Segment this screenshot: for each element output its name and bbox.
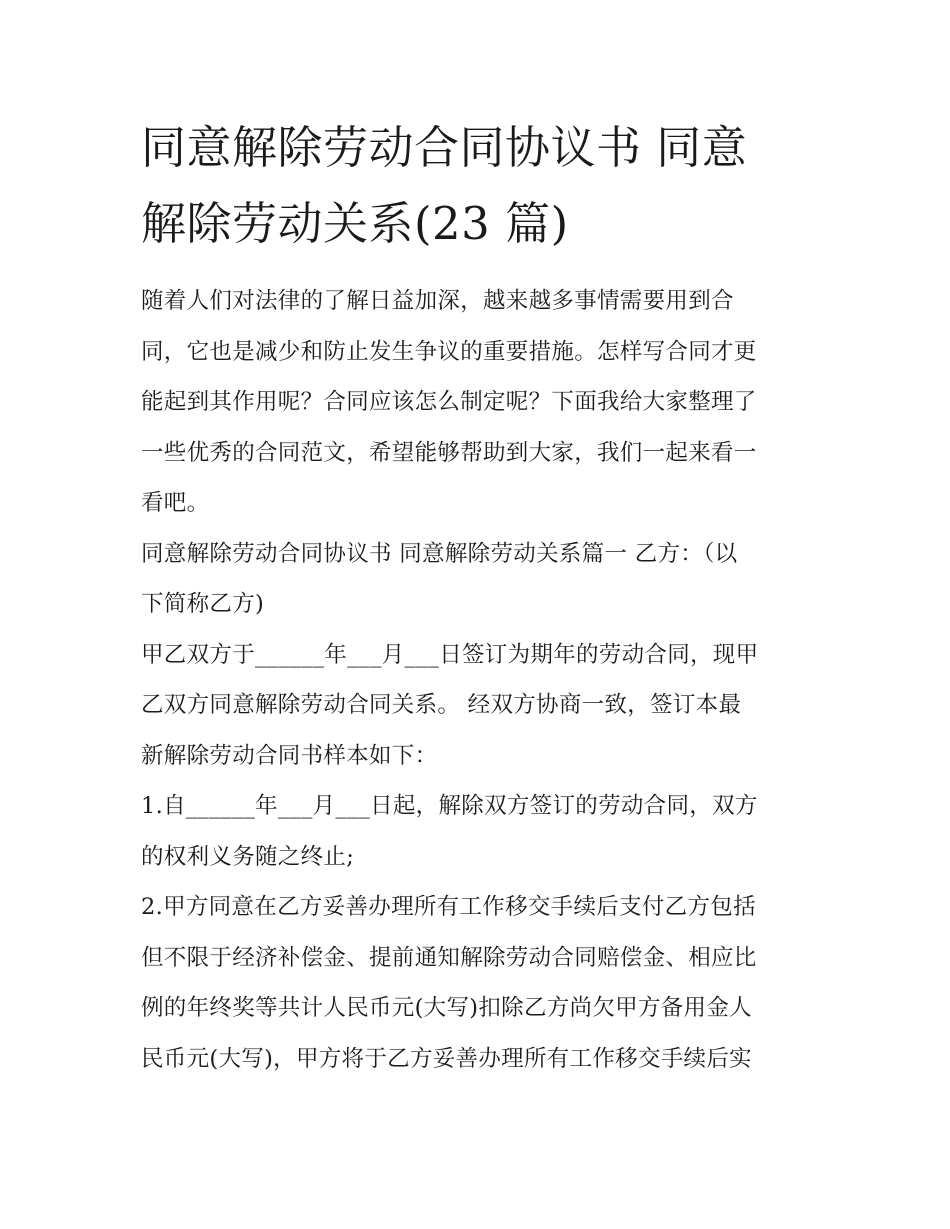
clause-2-paragraph: 2.甲方同意在乙方妥善办理所有工作移交手续后支付乙方包括 但不限于经济补偿金、提前通知解除劳动合同赔偿金、相应比 例的年终奖等共计人民币元(大写)扣除乙方尚欠甲方备用金人 民币元(大写)，甲方将于乙方妥善办理所有工作移交手续后实 — [141, 894, 757, 1072]
section-heading-paragraph: 同意解除劳动合同协议书 同意解除劳动关系篇一 乙方：（以 下简称乙方) — [141, 540, 738, 617]
document-title: 同意解除劳动合同协议书 同意 解除劳动关系(23 篇) — [141, 121, 748, 250]
agreement-paragraph: 甲乙双方于______年___月___日签订为期年的劳动合同，现甲 乙双方同意解除劳动合同关系。 经双方协商一致，签订本最 新解除劳动合同书样本如下： — [141, 641, 759, 769]
document-page — [141, 110, 821, 1084]
clause-1-paragraph: 1.自______年___月___日起，解除双方签订的劳动合同，双方 的权利义务随之终止; — [141, 793, 758, 870]
intro-paragraph: 随着人们对法律的了解日益加深，越来越多事情需要用到合 同，它也是减少和防止发生争议的重要措施。怎样写合同才更 能起到其作用呢？合同应该怎么制定呢？下面我给大家整理了 一些优秀的合同范文，希望能够帮助到大家，我们一起来看一 看吧。 — [141, 288, 757, 516]
